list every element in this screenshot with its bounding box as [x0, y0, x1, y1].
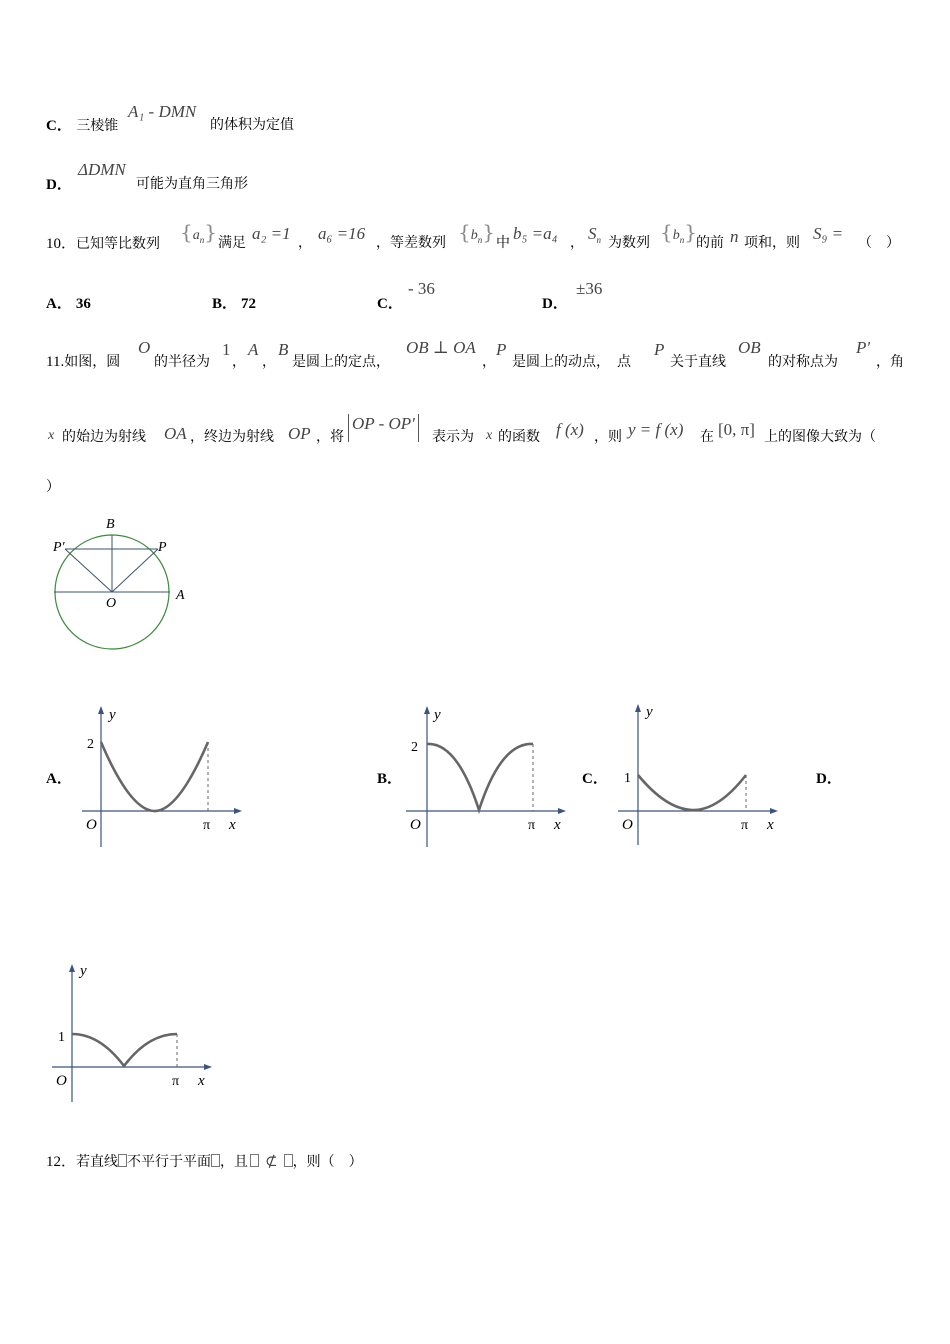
- math-triangle-dmn: ΔDMN: [78, 160, 126, 179]
- origin-label: O: [56, 1073, 67, 1089]
- math-sn: $S_n$: [588, 224, 601, 245]
- math-A: A: [248, 340, 259, 359]
- origin-label: O: [622, 817, 633, 833]
- math-b5: b₅ =a₄: [513, 224, 558, 243]
- q9-option-d-text: 可能为直角三角形: [136, 176, 248, 192]
- line-symbol-icon: [250, 1154, 259, 1167]
- pi-label: π: [172, 1074, 180, 1089]
- math-a2: a₂ =1: [252, 224, 291, 243]
- curve: [638, 775, 746, 810]
- question-number: 11.: [46, 354, 65, 370]
- q11-option-c-label: C．: [582, 771, 608, 787]
- pi-label: π: [203, 818, 211, 833]
- math-s9: S₉ =: [813, 224, 844, 243]
- q11-text: 是圆上的动点， 点: [512, 354, 631, 370]
- math-a6: a₆ =16: [318, 224, 366, 243]
- q10-text-3: ，等差数列: [376, 235, 446, 251]
- pi-label: π: [741, 818, 749, 833]
- x-label: x: [198, 1073, 205, 1089]
- math-interval: [0, π]: [718, 420, 755, 439]
- origin-label: O: [86, 817, 97, 833]
- comma: ，: [232, 354, 246, 370]
- y-tick-label: 1: [58, 1030, 65, 1045]
- q11-line3: ）: [46, 479, 60, 495]
- q11-text: 的对称点为: [768, 354, 838, 370]
- question-number: 10．: [46, 236, 77, 252]
- question-number: 12．: [46, 1154, 77, 1170]
- math-fx: f (x): [556, 420, 584, 439]
- math-OB: OB: [738, 338, 761, 357]
- math-O: O: [138, 338, 151, 357]
- q10-text-7: 项和，则: [744, 235, 800, 251]
- q11-text: 的始边为射线: [62, 429, 146, 445]
- q11-text: 表示为: [432, 429, 474, 445]
- q10-stem: [46, 232, 160, 253]
- q11-text: 是圆上的定点，: [292, 354, 390, 370]
- circle-figure: [40, 510, 200, 655]
- q10-option-b: B． 72: [212, 296, 257, 312]
- curve: [101, 742, 208, 811]
- label-B: B: [106, 517, 115, 532]
- radius-OPp: [65, 549, 112, 592]
- math-x: x: [486, 428, 493, 443]
- q9-option-c-post: 的体积为定值: [210, 117, 294, 133]
- math-OA: OA: [164, 424, 187, 443]
- seq-bn-2: $\{b_n\}$: [660, 220, 697, 245]
- plane-symbol-icon: [211, 1154, 220, 1167]
- option-label: C．: [46, 118, 72, 134]
- q11-line1: 11.如图，圆: [46, 354, 121, 370]
- q10-text-4: 中: [496, 235, 510, 251]
- y-tick-label: 2: [87, 737, 94, 752]
- math-abs-op: OP - OP′: [348, 414, 419, 442]
- comma: ，: [482, 354, 496, 370]
- q11-text: ，将: [316, 429, 344, 445]
- y-label: y: [646, 704, 653, 720]
- math-perpendicular: OB ⊥ OA: [406, 338, 476, 357]
- curve: [427, 744, 533, 810]
- q10-option-c-value: - 36: [408, 279, 435, 298]
- label-O: O: [106, 596, 117, 611]
- q11-option-a-label: A．: [46, 771, 72, 787]
- label-P-prime: P′: [53, 540, 65, 555]
- q11-text: ，则: [594, 429, 622, 445]
- comma: ，: [570, 235, 584, 251]
- plane-symbol-icon: [284, 1154, 293, 1167]
- line-symbol-icon: [118, 1154, 127, 1167]
- graph-option-d: [50, 962, 220, 1107]
- radius-OP: [112, 549, 158, 592]
- math-OP: OP: [288, 424, 311, 443]
- q10-text-1: 已知等比数列: [76, 236, 161, 252]
- q9-option-c: [46, 114, 118, 135]
- comma: ，: [262, 354, 276, 370]
- pi-label: π: [528, 818, 536, 833]
- q9-option-d-label: D．: [46, 177, 72, 193]
- q10-option-a: A． 36: [46, 296, 91, 312]
- label-P: P: [158, 540, 167, 555]
- math-one: 1: [222, 340, 231, 359]
- math-P: P: [496, 340, 507, 359]
- q10-option-d-label: D．: [542, 296, 568, 312]
- math-y-eq-fx: y = f (x): [628, 420, 684, 439]
- graph-option-a: [78, 702, 248, 852]
- option-text-pre: 三棱锥: [76, 118, 119, 134]
- q10-text-5: 为数列: [608, 235, 650, 251]
- math-P-prime: P′: [856, 338, 871, 357]
- y-tick-label: 2: [411, 740, 418, 755]
- q12-stem: 12．若直线 不平行于平面 ，且 ⊄ ，则（ ）: [46, 1154, 363, 1170]
- x-label: x: [229, 817, 236, 833]
- math-n: n: [730, 227, 739, 246]
- seq-an: $\{a_n\}$: [180, 220, 217, 245]
- y-label: y: [80, 963, 87, 979]
- q10-option-c-label: C．: [377, 296, 403, 312]
- x-label: x: [767, 817, 774, 833]
- y-label: y: [109, 707, 116, 723]
- graph-option-b: [402, 702, 572, 852]
- origin-label: O: [410, 817, 421, 833]
- curve: [72, 1034, 177, 1066]
- q10-text-6: 的前: [696, 235, 724, 251]
- q11-text: 在: [700, 429, 714, 445]
- y-label: y: [434, 707, 441, 723]
- q11-text: 的半径为: [154, 354, 210, 370]
- graph-option-c: [616, 700, 786, 850]
- q11-option-b-label: B．: [377, 771, 403, 787]
- math-x: x: [48, 428, 55, 443]
- q10-text-2: 满足: [218, 235, 246, 251]
- q11-text: ，终边为射线: [190, 429, 274, 445]
- math-B: B: [278, 340, 289, 359]
- not-subset-symbol: ⊄: [265, 1154, 278, 1170]
- seq-bn: $\{b_n\}$: [458, 220, 495, 245]
- x-label: x: [554, 817, 561, 833]
- q11-text: 关于直线: [670, 354, 726, 370]
- q10-option-d-value: ±36: [576, 279, 603, 298]
- q11-text: ，角: [876, 354, 904, 370]
- comma: ，: [298, 235, 312, 251]
- q11-text: 上的图像大致为（: [764, 429, 876, 445]
- q11-option-d-label: D．: [816, 771, 842, 787]
- y-tick-label: 1: [624, 771, 631, 786]
- q11-text: 的函数: [498, 429, 540, 445]
- answer-parentheses: （ ）: [858, 235, 900, 251]
- math-tetrahedron: A₁ - DMN: [128, 102, 197, 121]
- label-A: A: [176, 588, 185, 603]
- math-P: P: [654, 340, 665, 359]
